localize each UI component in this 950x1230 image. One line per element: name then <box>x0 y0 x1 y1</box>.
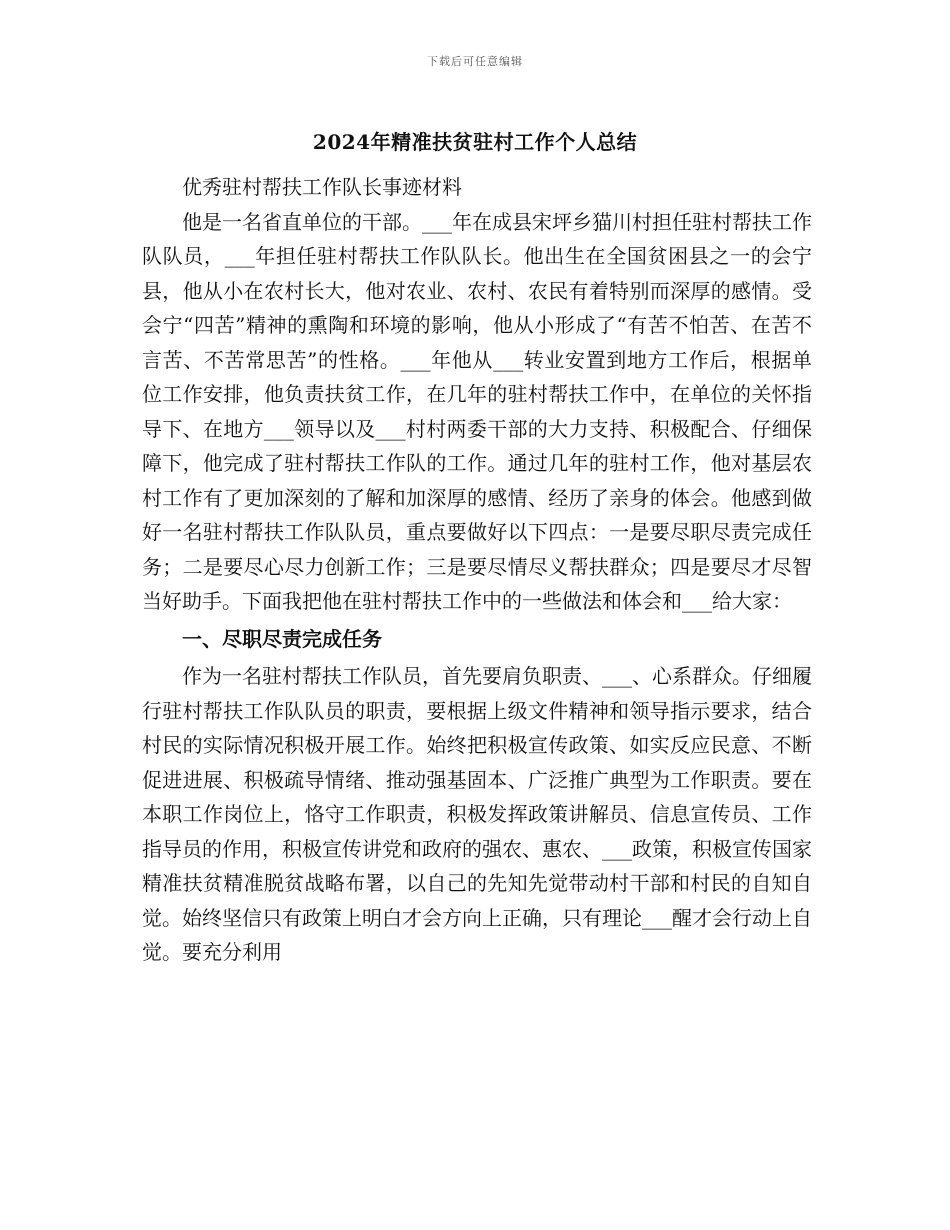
paragraph-section-1: 作为一名驻村帮扶工作队员，首先要肩负职责、___、心系群众。仔细履行驻村帮扶工作队队员的职责，要根据上级文件精神和领导指示要求，结合村民的实际情况积极开展工作。始终把积极宣传政策、如实反应民意、不断促进进展、积极疏导情绪、推动强基固本、广泛推广典型为工作职责。要在本职工作岗位上，恪守工作职责，积极发挥政策讲解员、信息宣传员、工作指导员的作用，积极宣传讲党和政府的强农、惠农、___政策，积极宣传国家精准扶贫精准脱贫战略布署，以自己的先知先觉带动村干部和村民的自知自觉。始终坚信只有政策上明白才会方向上正确，只有理论___醒才会行动上自觉。要充分利用 <box>142 664 812 964</box>
subtitle: 优秀驻村帮扶工作队长事迹材料 <box>182 175 462 199</box>
document-body <box>142 170 812 970</box>
paragraph-intro: 他是一名省直单位的干部。___年在成县宋坪乡猫川村担任驻村帮扶工作队队员，___年担任驻村帮扶工作队队长。他出生在全国贫困县之一的会宁县，他从小在农村长大，他对农业、农村、农民有着特别而深厚的感情。受会宁“四苦”精神的熏陶和环境的影响，他从小形成了“有苦不怕苦、在苦不言苦、不苦常思苦”的性格。___年他从___转业安置到地方工作后，根据单位工作安排，他负责扶贫工作，在几年的驻村帮扶工作中，在单位的关怀指导下、在地方___领导以及___村村两委干部的大力支持、积极配合、仔细保障下，他完成了驻村帮扶工作队的工作。通过几年的驻村工作，他对基层农村工作有了更加深刻的了解和加深厚的感情、经历了亲身的体会。他感到做好一名驻村帮扶工作队队员，重点要做好以下四点：一是要尽职尽责完成任务；二是要尽心尽力创新工作；三是要尽情尽义帮扶群众；四是要尽才尽智当好助手。下面我把他在驻村帮扶工作中的一些做法和体会和___给大家： <box>142 209 812 613</box>
section-heading: 一、尽职尽责完成任务 <box>182 626 382 651</box>
header-note: 下载后可任意编辑 <box>427 55 523 68</box>
document-title: 2024年精准扶贫驻村工作个人总结 <box>312 130 638 154</box>
